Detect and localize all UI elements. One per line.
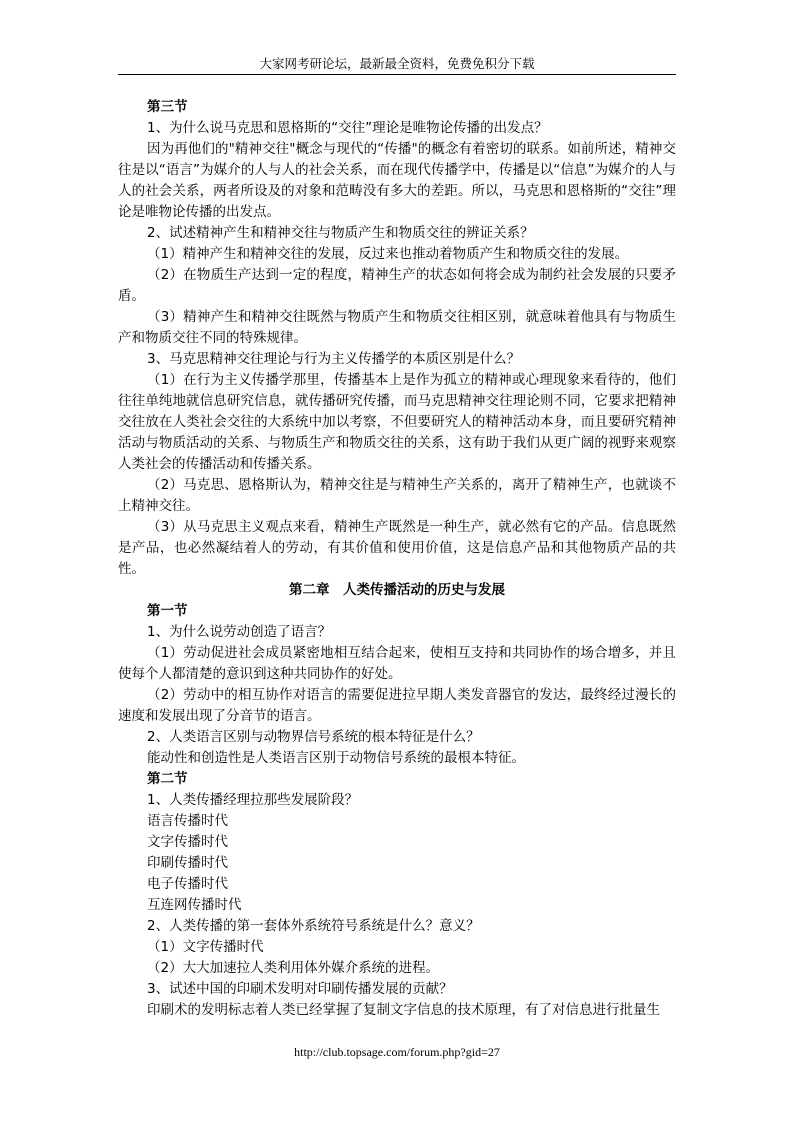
paragraph: （3）精神产生和精神交往既然与物质产生和物质交往相区别，就意味着他具有与物质生产和物质交往不同的特殊规律。 (118, 309, 676, 346)
paragraph: 印刷传播时代 (147, 855, 228, 871)
paragraph: 文字传播时代 (147, 834, 228, 850)
paragraph: （1）在行为主义传播学那里，传播基本上是作为孤立的精神或心理现象来看待的，他们往往单纯地就信息研究信息，就传播研究传播，而马克思精神交往理论则不同，它要求把精神交往放在人类社会交往的大系统中加以考察，不但要研究人的精神活动本身，而且要研究精神活动与物质活动的关系、与物质生产和物质交往的关系，这有助于我们从更广阔的视野来观察人类社会的传播活动和传播关系。 (118, 372, 676, 472)
section-heading: 第一节 (147, 603, 188, 619)
paragraph: 2、人类语言区别与动物界信号系统的根本特征是什么？ (147, 729, 480, 745)
document-body (118, 97, 676, 1021)
paragraph: 因为再他们的"精神交往"概念与现代的“传播"的概念有着密切的联系。如前所述，精神交往是以“语言”为媒介的人与人的社会关系，而在现代传播学中，传播是以“信息”为媒介的人与人的社会关系，两者所设及的对象和范畴没有多大的差距。所以，马克思和恩格斯的“交往”理论是唯物论传播的出发点。 (118, 141, 676, 220)
paragraph: 印刷术的发明标志着人类已经掌握了复制文字信息的技术原理，有了对信息进行批量生 (147, 1002, 660, 1018)
paragraph: 1、为什么说马克思和恩格斯的“交往”理论是唯物论传播的出发点？ (147, 120, 548, 136)
paragraph: （2）劳动中的相互协作对语言的需要促进拉早期人类发音器官的发达，最终经过漫长的速度和发展出现了分音节的语言。 (118, 687, 676, 724)
header-divider (118, 74, 676, 75)
section-heading: 第三节 (147, 99, 188, 115)
section-heading: 第二节 (147, 771, 188, 787)
chapter-heading: 第二章 人类传播活动的历史与发展 (289, 582, 505, 598)
paragraph: 电子传播时代 (147, 876, 228, 892)
paragraph: 3、马克思精神交往理论与行为主义传播学的本质区别是什么？ (147, 351, 521, 367)
paragraph: （1）劳动促进社会成员紧密地相互结合起来，使相互支持和共同协作的场合增多，并且使每个人都清楚的意识到这种共同协作的好处。 (118, 645, 676, 682)
paragraph: 3、试述中国的印刷术发明对印刷传播发展的贡献？ (147, 981, 453, 997)
paragraph: （3）从马克思主义观点来看，精神生产既然是一种生产，就必然有它的产品。信息既然是产品，也必然凝结着人的劳动，有其价值和使用价值，这是信息产品和其他物质产品的共性。 (118, 519, 676, 577)
paragraph: 语言传播时代 (147, 813, 228, 829)
paragraph: 1、为什么说劳动创造了语言？ (147, 624, 332, 640)
paragraph: （2）大大加速拉人类利用体外媒介系统的进程。 (147, 960, 440, 976)
paragraph: 互连网传播时代 (147, 897, 242, 913)
paragraph: （2）马克思、恩格斯认为，精神交往是与精神生产关系的，离开了精神生产，也就谈不上精神交往。 (118, 477, 676, 514)
page-header: 大家网考研论坛，最新最全资料，免费免积分下载 (259, 56, 535, 71)
paragraph: （1）文字传播时代 (147, 939, 264, 955)
paragraph: 2、试述精神产生和精神交往与物质产生和物质交往的辨证关系？ (147, 225, 534, 241)
paragraph: 2、人类传播的第一套体外系统符号系统是什么？意义？ (147, 918, 480, 934)
page-footer-url: http://club.topsage.com/forum.php?gid=27 (294, 1045, 500, 1059)
paragraph: 能动性和创造性是人类语言区别于动物信号系统的最根本特征。 (147, 750, 525, 766)
paragraph: 1、人类传播经理拉那些发展阶段？ (147, 792, 359, 808)
paragraph: （1）精神产生和精神交往的发展，反过来也推动着物质产生和物质交往的发展。 (147, 246, 629, 262)
paragraph: （2）在物质生产达到一定的程度，精神生产的状态如何将会成为制约社会发展的只要矛盾。 (118, 267, 676, 304)
